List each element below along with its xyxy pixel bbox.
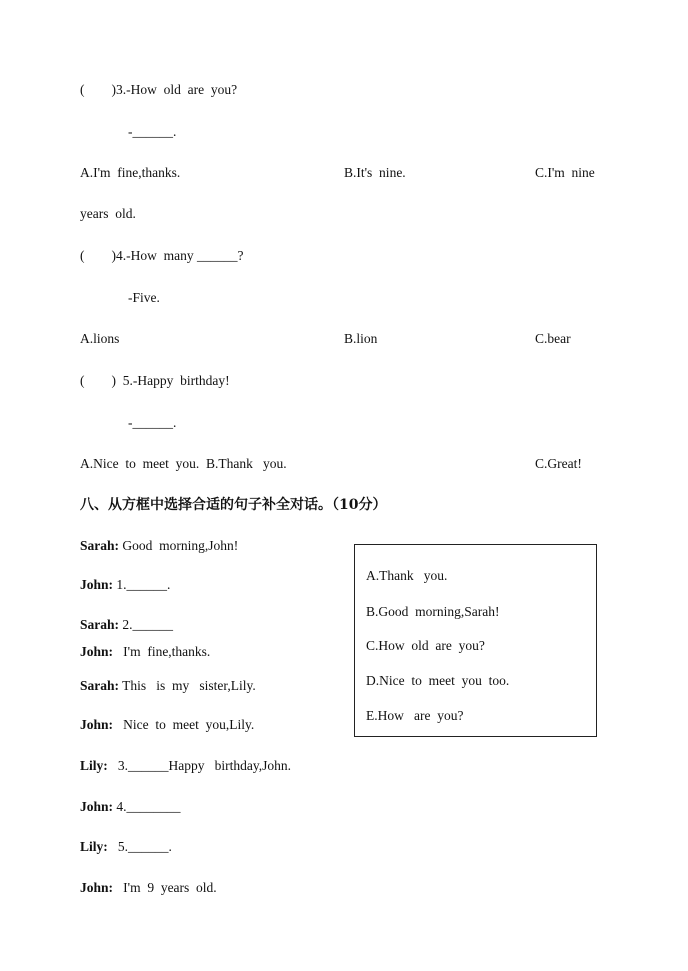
dialogue-text: 4.________ bbox=[113, 799, 181, 814]
speaker-john: John: bbox=[80, 717, 114, 732]
dialogue-line-3 bbox=[80, 617, 173, 633]
question-4-stem: ( )4.-How many ______? bbox=[80, 248, 244, 263]
dialogue-line-4 bbox=[80, 644, 210, 660]
question-4-option-a: A.lions bbox=[80, 331, 120, 346]
speaker-lily: Lily: bbox=[80, 758, 108, 773]
dialogue-text: 1.______. bbox=[113, 577, 171, 592]
question-5-stem: ( ) 5.-Happy birthday! bbox=[80, 373, 230, 388]
dialogue-text: 2.______ bbox=[119, 617, 174, 632]
speaker-john: John: bbox=[80, 577, 114, 592]
box-option-d: D.Nice to meet you too. bbox=[366, 673, 510, 688]
dialogue-line-8 bbox=[80, 799, 181, 815]
dialogue-text: Good morning,John! bbox=[119, 538, 239, 553]
question-3-option-a: A.I'm fine,thanks. bbox=[80, 165, 181, 180]
section-8-heading: 八、从方框中选择合适的句子补全对话。（10分） bbox=[80, 497, 387, 513]
dialogue-text: 5.______. bbox=[107, 839, 172, 854]
dialogue-text: This is my sister,Lily. bbox=[119, 678, 256, 693]
dialogue-line-2 bbox=[80, 577, 170, 593]
dialogue-text: Nice to meet you,Lily. bbox=[113, 717, 255, 732]
question-4-answer: -Five. bbox=[128, 290, 160, 305]
question-5-options-a-b: A.Nice to meet you. B.Thank you. bbox=[80, 456, 287, 471]
speaker-sarah: Sarah: bbox=[80, 538, 120, 553]
speaker-john: John: bbox=[80, 799, 114, 814]
question-3-option-c-continued: years old. bbox=[80, 206, 136, 221]
speaker-john: John: bbox=[80, 644, 114, 659]
dialogue-line-5 bbox=[80, 678, 256, 694]
dialogue-text: I'm 9 years old. bbox=[113, 880, 217, 895]
speaker-lily: Lily: bbox=[80, 839, 108, 854]
box-option-c: C.How old are you? bbox=[366, 638, 485, 653]
dialogue-line-9 bbox=[80, 839, 172, 855]
options-box bbox=[354, 544, 597, 737]
dialogue-text: I'm fine,thanks. bbox=[113, 644, 211, 659]
box-option-a: A.Thank you. bbox=[366, 568, 448, 583]
question-3-stem: ( )3.-How old are you? bbox=[80, 82, 238, 97]
question-3-answer-blank: -______. bbox=[128, 124, 177, 139]
dialogue-line-1 bbox=[80, 538, 238, 554]
speaker-john: John: bbox=[80, 880, 114, 895]
dialogue-line-6 bbox=[80, 717, 254, 733]
box-option-e: E.How are you? bbox=[366, 708, 464, 723]
question-5-answer-blank: -______. bbox=[128, 415, 177, 430]
question-3-option-c: C.I'm nine bbox=[535, 165, 595, 180]
dialogue-line-7 bbox=[80, 758, 291, 774]
box-option-b: B.Good morning,Sarah! bbox=[366, 604, 500, 619]
question-3-option-b: B.It's nine. bbox=[344, 165, 406, 180]
question-4-option-c: C.bear bbox=[535, 331, 571, 346]
dialogue-text: 3.______Happy birthday,John. bbox=[107, 758, 291, 773]
speaker-sarah: Sarah: bbox=[80, 617, 120, 632]
dialogue-line-10 bbox=[80, 880, 217, 896]
question-4-option-b: B.lion bbox=[344, 331, 378, 346]
question-5-option-c: C.Great! bbox=[535, 456, 582, 471]
speaker-sarah: Sarah: bbox=[80, 678, 120, 693]
